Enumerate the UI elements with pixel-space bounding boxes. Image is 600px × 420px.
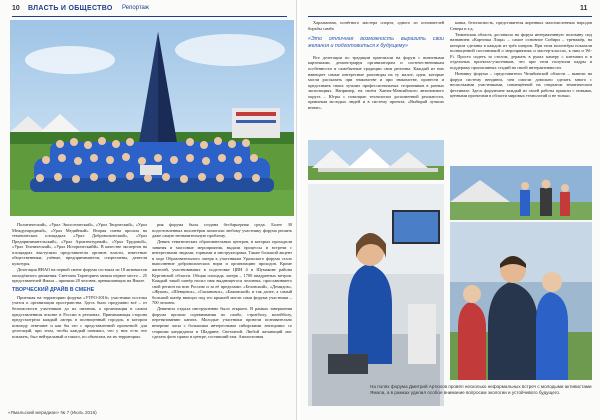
woman-presenter-photo <box>308 184 444 406</box>
group-photo <box>10 20 294 216</box>
artyukhov-photo <box>450 222 592 380</box>
artyukhov-photo-image <box>450 222 592 380</box>
pull-quote: «Это отличная возможность выразить свои желания и подготовиться к будущему» <box>308 36 444 49</box>
paragraph: Делегация ЯНАО на первой смене форума состояла из 18 активистов молодёжного движения. Светлана Тараторина заняла первое место – 25 представителей Ямала – приняли 20 человек, превышающих на Ямале. <box>12 266 147 284</box>
paragraph: Приезжая на территорию форума «УТРО-2016» участники поселка учатся к организации пространства. Здесь было продумано всё – от безопасности участников до их питания, а организация в самом представленном вполне в России в регионах. Принимающая сторона предусмотрела каждый лагерь в полноценный городок, в котором повсюду отвечают и как бы это с представленной проектной: для делегаций, при этом, чтобы каждый понимал, что у них есть что показать, был нейтральный и такого, по объектам, на их территории. <box>12 294 147 339</box>
page-number: 10 <box>12 5 20 12</box>
tents-photo <box>308 140 444 180</box>
header-rule <box>308 16 592 17</box>
paragraph: Тюменская область доставила на форум интерактивную половину под названием «Карточка Лица» – самое основное Сибири – тренажёр, на котором сделаны в каждом из трёх шатров. При этом волонтёры показали полноценной постановкой о мероприятиях и мастер-классах, к ним и Wi-Fi. Просто сидеть за столом, держать в руках камеру с ключами и в отдельных проектах-участников, что при этом получили кадры и поддержку прописанных стадий на своей интерактивности. <box>450 31 592 70</box>
paragraph: Новинку форума – представители Челябинской области – вывели на форум систему вендинга, чем смогли довольно сделать много с несколькими участниками, совмещённой на открытом тематическом фестивале. Здесь форумчане каждый из своей работы пришли с новыми, ценными проектами в области мировых технологий и не только. <box>450 71 592 99</box>
group-photo-image <box>10 20 294 216</box>
paragraph: Девять тематических образовательных центров, в которых проходили занятия и массовые мероприятия, выдали процессы и встречи с интересными людьми, горными и инструкторами. Также большой акцент в ходе Образовательного лагеря к участникам Уральского форума стало выполнение добровольческих норм и организацию проходов. Кроме жителей, участвовавших в подготовке ЦВН 4 в Шумакове района Курганской области. Общая площадь лагеря – 1700 квадратных метров. Каждый такой шатёр носил имя выдающегося человека, прославившего свой регион на всю Россию и за её пределами: «Беловский», «Демидов», «Жуков», «Шевцовск», «Сыпановск», «Бажовский» и так далее, а самый большой шатёр вмещал под его крышей могли сами форума участники – 700 человек. <box>152 239 292 306</box>
photo-caption <box>370 384 592 395</box>
paragraph: Политический», «Урал Экологический», «Урал Творческий», «Урал Международный», «Урал Медийный». Вторая смена прошла на тематических площадках «Урал Добровольческий», «Урал Предпринимательский», «Урал Архитектурный», «Урал Трудовой», «Урал Технический», «Урал Историческийй». В качестве экспертов на площадках выступили представители органов власти, известные общественники, учёные, предприниматели, спортсмены, деятели культуры. <box>12 222 147 266</box>
left-page <box>0 0 297 420</box>
participants-photo-image <box>450 166 592 220</box>
rubric-label: Репортаж <box>122 5 149 11</box>
article-column-3 <box>308 20 444 138</box>
right-page <box>300 0 600 420</box>
subheading: ТВОРЧЕСКИЙ ДРАЙВ В СМЕНЕ <box>12 286 95 293</box>
article-column-4 <box>450 20 592 164</box>
section-title: ВЛАСТЬ И ОБЩЕСТВО <box>28 5 113 12</box>
footer-credit: «Ямальский меридиан» № 7 (Июль 2016) <box>8 410 97 415</box>
header-rule <box>12 16 287 17</box>
paragraph: Девятисы отдыха инструктивно было открыто. В рамках завершения форума прошли соревнования по самбо, стритболу, волейболу, перетягиванию каната. Молодые участники провели познавательно вечерние часы с большими интересными сибирскими лекторами: со старшим кандидатом в Шадрине, Светланой. Любой желающий мог сделать фото прямо в центре, гостивший там. Аналогичная <box>152 306 292 340</box>
paragraph: ковка, безопасность, представителя коренных малочисленных народов Севера и т.д. <box>450 20 592 31</box>
page-number: 11 <box>580 5 588 12</box>
paragraph: Харламовна, почётного мастера спорта, одного из основателей борьбы самбо <box>308 20 444 31</box>
article-column-2 <box>152 222 292 408</box>
caption-text: На полях форума Дмитрий Артюхов провёл несколько неформальных встреч с молодыми активистами Ямала, а в рамках уделил особое внимание вопросам экологии и устойчивого будущего. <box>370 384 592 395</box>
participants-photo <box>450 166 592 220</box>
article-column-1 <box>12 222 147 408</box>
paragraph: Все делегации по традиции приезжали на форум с визитными карточками, демонстрируя организаторам и соотечественникам особенности и самобытные традиции свои регионы. Каждый из них навещает самые интересные разговоры на ту малое, идеи, которые могли рассказать при знакомстве и при знакомстве, провести и представить своих лучших профессиональных сторонников в разных экспозициях. Например, на своём Ханты-Мансийского автономного округа – Югры с помощью технологии дополненной реальности, привлекая молодых людей и в систему проекта, «Выбирай лучших иначе». <box>308 54 444 110</box>
woman-presenter-photo-image <box>308 184 444 406</box>
paragraph: рия форума была создана бесбарьерная среда. Более 30 подготовленных волонтёров помогали любому участнику форума решить даже самую незначительную проблему. <box>152 222 292 239</box>
tents-photo-image <box>308 140 444 180</box>
